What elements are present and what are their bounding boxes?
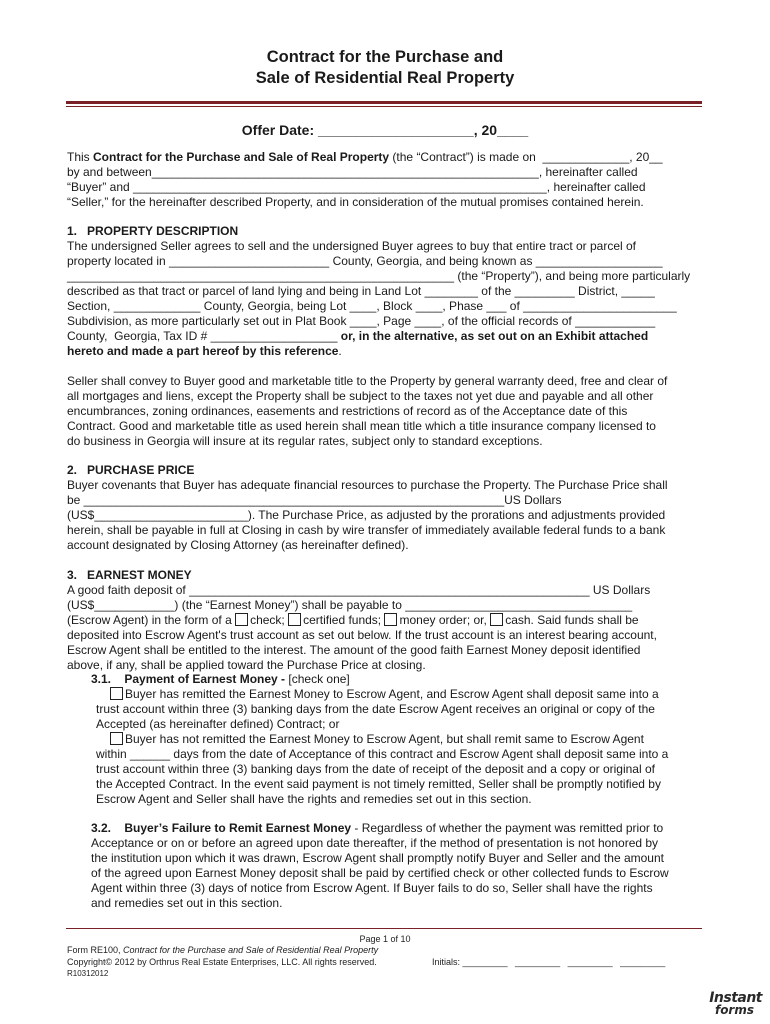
title-rule-thin	[66, 106, 702, 107]
cash-checkbox[interactable]	[490, 613, 503, 626]
s1-line: Subdivision, as more particularly set out in Plat Book ____, Page ____, of the official records of ____________	[67, 314, 656, 328]
s1-line-taxid: County, Georgia, Tax ID # ___________________ or, in the alternative, as set out on an Exhibit attached	[67, 329, 649, 343]
section-3-heading: 3. EARNEST MONEY	[67, 568, 192, 582]
s1-line: __________________________________________________________ (the “Property”), and being more particularly	[67, 269, 691, 283]
s3-2-line: and remedies set out in this section.	[91, 896, 283, 910]
s3-2-line: Acceptance or on or before an agreed upon date thereafter, if the method of presentation is not honored by	[91, 836, 659, 850]
check-checkbox[interactable]	[235, 613, 248, 626]
s3-line: (US$____________) (the “Earnest Money”) shall be payable to __________________________________	[67, 598, 633, 612]
s3-2-line: of the agreed upon Earnest Money deposit shall be paid by certified check or other collected funds to Escrow	[91, 866, 669, 880]
s1-para2-line: Contract. Good and marketable title as used herein shall mean title which a title insurance company licensed to	[67, 419, 656, 433]
initials-line: Initials: _________ _________ _________ _________	[432, 957, 666, 967]
s3-1-option-2-line: the Accepted Contract. In the event said payment is not timely remitted, Seller shall be promptly notified by	[96, 777, 661, 791]
instant-forms-logo: Instant forms	[709, 990, 762, 1017]
intro-line-3: “Buyer” and ______________________________________________________________, hereinafter called	[67, 180, 646, 194]
s2-line: be _______________________________________________________________US Dollars	[67, 493, 562, 507]
intro-line-4: “Seller,” for the hereinafter described Property, and in consideration of the mutual promises contained herein.	[67, 195, 644, 209]
s1-para2-line: Seller shall convey to Buyer good and marketable title to the Property by general warranty deed, free and clear of	[67, 374, 668, 388]
s3-2-line: the institution upon which it was drawn, Escrow Agent shall promptly notify Buyer and Seller and the amount	[91, 851, 664, 865]
s3-1-option-2-line: trust account within three (3) banking days from the date of receipt of the deposit and a copy or original of	[96, 762, 655, 776]
s1-para2-line: all mortgages and liens, except the Property shall be subject to the taxes not yet due and payable and all other	[67, 389, 654, 403]
s3-payment-form-line: (Escrow Agent) in the form of a check; certified funds; money order; or, cash. Said funds shall be	[67, 613, 639, 627]
subsection-3-2-first: 3.2. Buyer’s Failure to Remit Earnest Money - Regardless of whether the payment was remitted prior to	[91, 821, 664, 835]
s1-line: Section, _____________ County, Georgia, being Lot ____, Block ____, Phase ___ of _______________________	[67, 299, 677, 313]
s3-line: deposited into Escrow Agent's trust account as set out below. If the trust account is an interest bearing account,	[67, 628, 657, 642]
section-2-heading: 2. PURCHASE PRICE	[67, 463, 195, 477]
s3-1-option-1-first: Buyer has remitted the Earnest Money to Escrow Agent, and Escrow Agent shall deposit same into a	[110, 687, 659, 702]
s1-line: The undersigned Seller agrees to sell and the undersigned Buyer agrees to buy that entire tract or parcel of	[67, 239, 637, 253]
s2-line: (US$_______________________). The Purchase Price, as adjusted by the prorations and adjustments provided	[67, 508, 666, 522]
s2-line: Buyer covenants that Buyer has adequate financial resources to purchase the Property. The Purchase Price shall	[67, 478, 668, 492]
s2-line: herein, shall be payable in full at Closing in cash by wire transfer of immediately available federal funds to a bank	[67, 523, 666, 537]
s3-line: A good faith deposit of ____________________________________________________________ US Dollars	[67, 583, 651, 597]
earnest-remitted-checkbox[interactable]	[110, 687, 123, 700]
s3-1-option-1-line: trust account within three (3) banking days from the date Escrow Agent receives an original or copy of the	[96, 702, 655, 716]
form-name: Form RE100, Contract for the Purchase and Sale of Residential Real Property	[67, 945, 379, 955]
s3-2-line: Agent within three (3) days of notice from Escrow Agent. If Buyer fails to do so, Seller shall have the rights	[91, 881, 653, 895]
footer-rule	[66, 928, 702, 929]
certified-funds-checkbox[interactable]	[288, 613, 301, 626]
s1-para2-line: do business in Georgia will insure at its regular rates, subject only to standard exceptions.	[67, 434, 543, 448]
s3-1-option-1-line: Accepted (as hereinafter defined) Contract; or	[96, 717, 340, 731]
subsection-3-1-heading: 3.1. Payment of Earnest Money - [check one]	[91, 672, 350, 686]
intro-line-2: by and between__________________________________________________________, hereinafter called	[67, 165, 638, 179]
s1-line: property located in ________________________ County, Georgia, and being known as ___________________	[67, 254, 663, 268]
document-title-line2: Sale of Residential Real Property	[255, 69, 515, 87]
s3-line: Escrow Agent shall be entitled to the interest. The amount of the good faith Earnest Money deposit identified	[67, 643, 641, 657]
s2-line: account designated by Closing Attorney (as hereinafter defined).	[67, 538, 409, 552]
s1-para2-line: encumbrances, zoning ordinances, easements and restrictions of record as of the Acceptance date of this	[67, 404, 628, 418]
page-number: Page 1 of 10	[359, 934, 411, 944]
intro-line-1: This Contract for the Purchase and Sale of Real Property (the “Contract”) is made on _____________, 20__	[67, 150, 663, 164]
s3-1-option-2-line: Escrow Agent and Seller shall have the rights and remedies set out in this section.	[96, 792, 532, 806]
s3-1-option-2-first: Buyer has not remitted the Earnest Money to Escrow Agent, but shall remit same to Escrow Agent	[110, 732, 644, 747]
title-rule-thick	[66, 101, 702, 104]
earnest-not-remitted-checkbox[interactable]	[110, 732, 123, 745]
copyright: Copyright© 2012 by Orthrus Real Estate Enterprises, LLC. All rights reserved.	[67, 957, 377, 967]
s3-1-option-2-line: within ______ days from the date of Acceptance of this contract and Escrow Agent shall deposit same into a	[96, 747, 669, 761]
s3-line: above, if any, shall be applied toward the Purchase Price at closing.	[67, 658, 426, 672]
s1-bold-line: hereto and made a part hereof by this reference.	[67, 344, 342, 358]
document-title-line1: Contract for the Purchase and	[266, 48, 504, 66]
money-order-checkbox[interactable]	[384, 613, 397, 626]
form-code: R10312012	[67, 969, 109, 978]
section-1-heading: 1. PROPERTY DESCRIPTION	[67, 224, 239, 238]
offer-date: Offer Date: ____________________, 20____	[241, 122, 529, 138]
s1-line: described as that tract or parcel of land lying and being in Land Lot ________ of the _________ District, _____	[67, 284, 655, 298]
